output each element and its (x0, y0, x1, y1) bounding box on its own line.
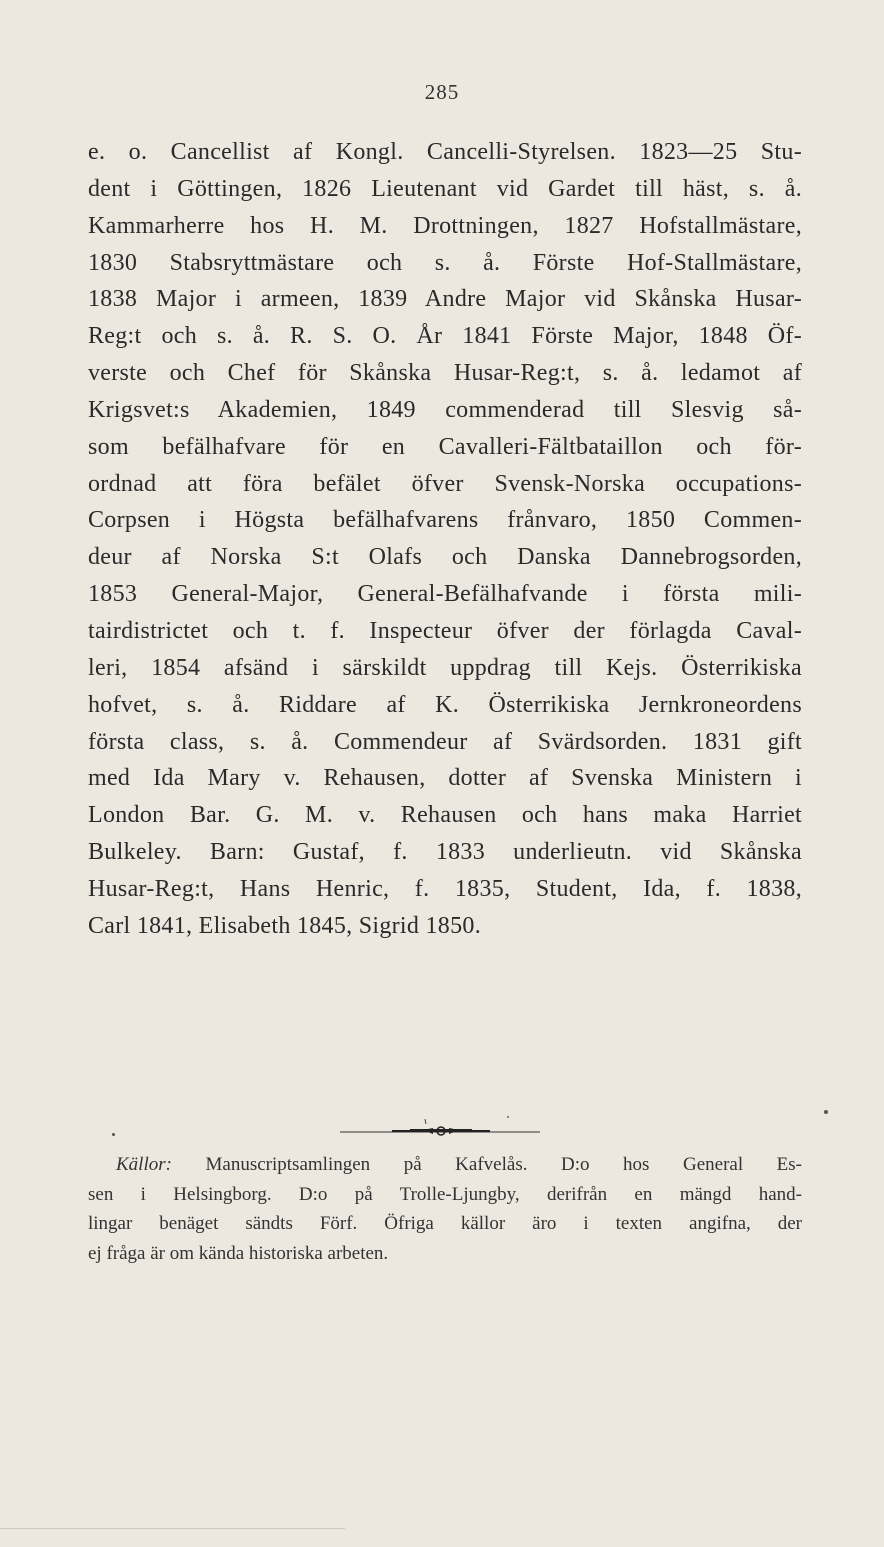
text-line: 1830 Stabsryttmästare och s. å. Förste Hof-Stallmästare, (88, 249, 802, 276)
text-line: Reg:t och s. å. R. S. O. År 1841 Förste Major, 1848 Öf- (88, 323, 802, 350)
text-line: e. o. Cancellist af Kongl. Cancelli-Styrelsen. 1823—25 Stu- (88, 139, 802, 165)
text-line: Bulkeley. Barn: Gustaf, f. 1833 underlieutn. vid Skånska (88, 839, 802, 866)
text-line: Carl 1841, Elisabeth 1845, Sigrid 1850. (88, 912, 482, 939)
sources-line: sen i Helsingborg. D:o på Trolle-Ljungby, derifrån en mängd hand- (88, 1183, 802, 1205)
sources-label: Källor: (116, 1154, 172, 1175)
text-line: verste och Chef för Skånska Husar-Reg:t, s. å. ledamot af (88, 360, 802, 387)
sources-note (88, 1150, 802, 1268)
text-line: 1838 Major i armeen, 1839 Andre Major vid Skånska Husar- (88, 286, 802, 313)
sources-line-text: Manuscriptsamlingen på Kafvelås. D:o hos General Es- (205, 1154, 803, 1175)
text-line: deur af Norska S:t Olafs och Danska Dannebrogsorden, (88, 544, 802, 571)
text-line: dent i Göttingen, 1826 Lieutenant vid Gardet till häst, s. å. (88, 175, 802, 202)
text-line: London Bar. G. M. v. Rehausen och hans maka Harriet (88, 802, 802, 829)
text-line: ordnad att föra befälet öfver Svensk-Norska occupations- (88, 470, 802, 497)
section-ornament (0, 1115, 884, 1145)
margin-speck (824, 1110, 828, 1114)
text-line: Kammarherre hos H. M. Drottningen, 1827 Hofstallmästare, (88, 212, 802, 239)
text-line: tairdistrictet och t. f. Inspecteur öfver der förlagda Caval- (88, 617, 802, 644)
text-line: leri, 1854 afsänd i särskildt uppdrag till Kejs. Österrikiska (88, 654, 802, 681)
text-line: Corpsen i Högsta befälhafvarens frånvaro, 1850 Commen- (88, 507, 802, 534)
body-text (88, 134, 802, 945)
sources-line: ej fråga är om kända historiska arbeten. (88, 1242, 389, 1264)
text-line: hofvet, s. å. Riddare af K. Österrikiska Jernkroneordens (88, 691, 802, 718)
text-line: första class, s. å. Commendeur af Svärdsorden. 1831 gift (88, 728, 802, 755)
sources-line: lingar benäget sändts Förf. Öfriga källor äro i texten angifna, der (88, 1213, 802, 1234)
page-edge-line (0, 1528, 345, 1529)
text-line: 1853 General-Major, General-Befälhafvande i första mili- (88, 581, 802, 608)
text-line: Husar-Reg:t, Hans Henric, f. 1835, Student, Ida, f. 1838, (88, 875, 802, 902)
sources-line (88, 1150, 802, 1180)
margin-speck (112, 1133, 115, 1136)
page-number: 285 (424, 80, 460, 104)
text-line: som befälhafvare för en Cavalleri-Fältbataillon och för- (88, 433, 802, 460)
text-line: Krigsvet:s Akademien, 1849 commenderad till Slesvig så- (88, 396, 802, 423)
text-line: med Ida Mary v. Rehausen, dotter af Svenska Ministern i (88, 765, 802, 792)
ornament-rule-icon (0, 1115, 884, 1145)
